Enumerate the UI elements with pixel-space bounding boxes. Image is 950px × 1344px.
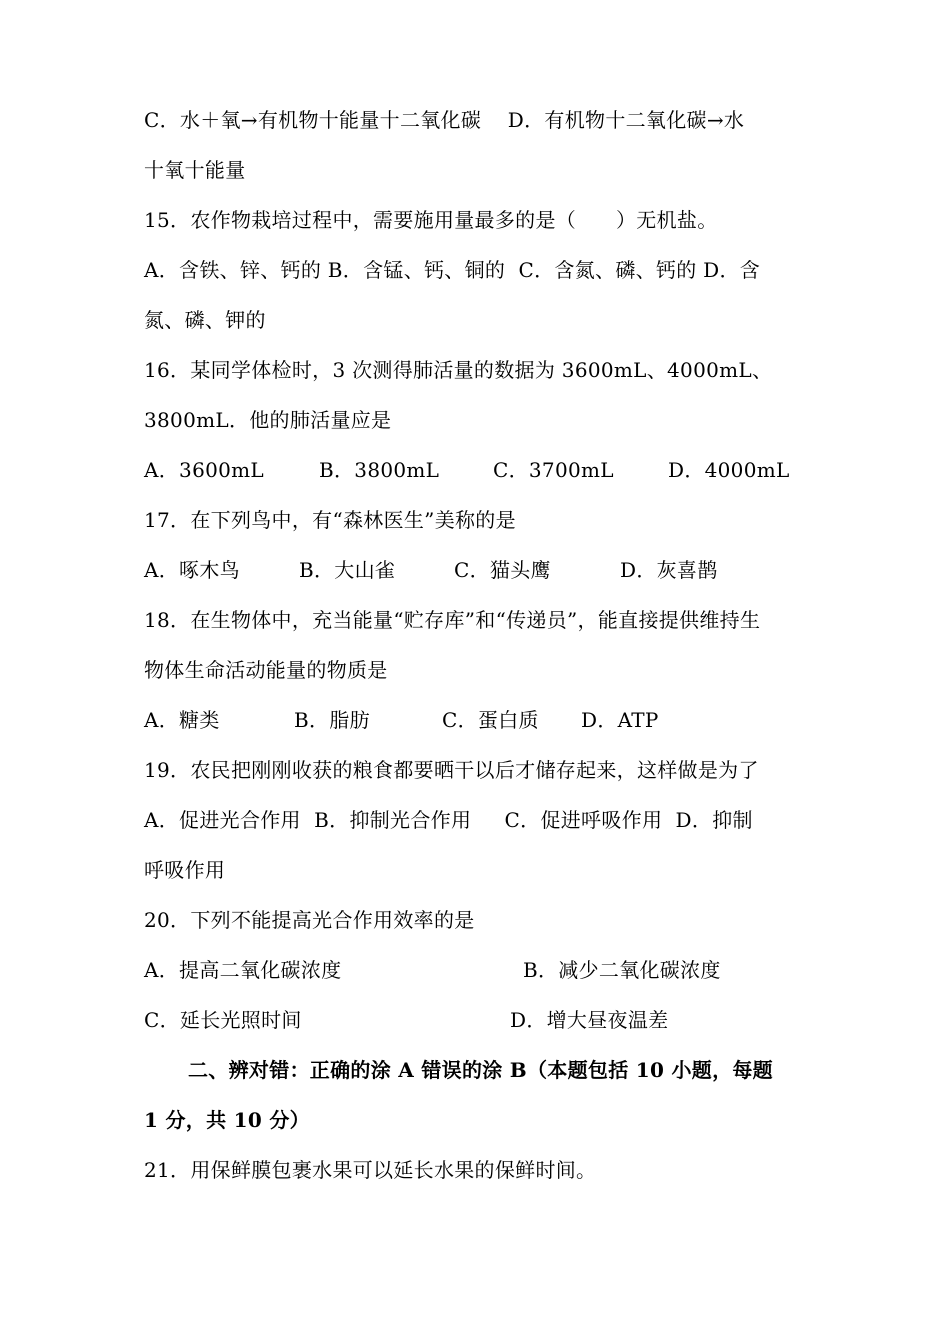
question-16-cont: 3800mL．他的肺活量应是 [144, 408, 392, 432]
question-17-options [144, 556, 824, 584]
option-c: C．延长光照时间 [144, 1008, 302, 1032]
option-c: C．猫头鹰 [454, 558, 551, 582]
section-2-heading-cont: 1 分，共 10 分） [144, 1108, 310, 1132]
option-b: B．大山雀 [299, 558, 396, 582]
option-a: A．糖类 [144, 708, 220, 732]
question-16-options [144, 456, 824, 484]
question-20-options-ab [144, 956, 824, 984]
option-d: D．4000mL [668, 458, 790, 482]
option-b: B．减少二氧化碳浓度 [523, 958, 721, 982]
question-19: 19．农民把刚刚收获的粮食都要晒干以后才储存起来，这样做是为了 [144, 758, 759, 782]
option-b: B．3800mL [319, 458, 440, 482]
question-19-options-cont: 呼吸作用 [144, 858, 226, 882]
option-b: B．脂肪 [294, 708, 370, 732]
question-15-options: A．含铁、锌、钙的 B．含锰、钙、铜的 C．含氮、磷、钙的 D．含 [144, 258, 761, 282]
line-14-options-cont: 十氧十能量 [144, 158, 246, 182]
option-d: D．灰喜鹊 [620, 558, 718, 582]
section-2-heading: 二、辨对错：正确的涂 A 错误的涂 B（本题包括 10 小题，每题 [188, 1058, 773, 1082]
question-18-cont: 物体生命活动能量的物质是 [144, 658, 388, 682]
question-18-options [144, 706, 824, 734]
question-16: 16．某同学体检时，3 次测得肺活量的数据为 3600mL、4000mL、 [144, 358, 773, 382]
question-17: 17．在下列鸟中，有“森林医生”美称的是 [144, 508, 516, 532]
option-a: A．啄木鸟 [144, 558, 240, 582]
option-d: D．ATP [581, 708, 659, 732]
option-a: A．提高二氧化碳浓度 [144, 958, 342, 982]
question-18: 18．在生物体中，充当能量“贮存库”和“传递员”，能直接提供维持生 [144, 608, 761, 632]
question-20-options-cd [144, 1006, 824, 1034]
option-d: D．增大昼夜温差 [510, 1008, 669, 1032]
question-20: 20．下列不能提高光合作用效率的是 [144, 908, 475, 932]
line-14-options-cd: C．水＋氧→有机物十能量十二氧化碳 D．有机物十二氧化碳→水 [144, 108, 745, 132]
question-19-options: A．促进光合作用 B．抑制光合作用 C．促进呼吸作用 D．抑制 [144, 808, 753, 832]
option-a: A．3600mL [144, 458, 264, 482]
question-15: 15．农作物栽培过程中，需要施用量最多的是（ ）无机盐。 [144, 208, 718, 232]
option-c: C．3700mL [493, 458, 614, 482]
option-c: C．蛋白质 [442, 708, 539, 732]
question-15-options-cont: 氮、磷、钾的 [144, 308, 266, 332]
question-21: 21．用保鲜膜包裹水果可以延长水果的保鲜时间。 [144, 1158, 597, 1182]
